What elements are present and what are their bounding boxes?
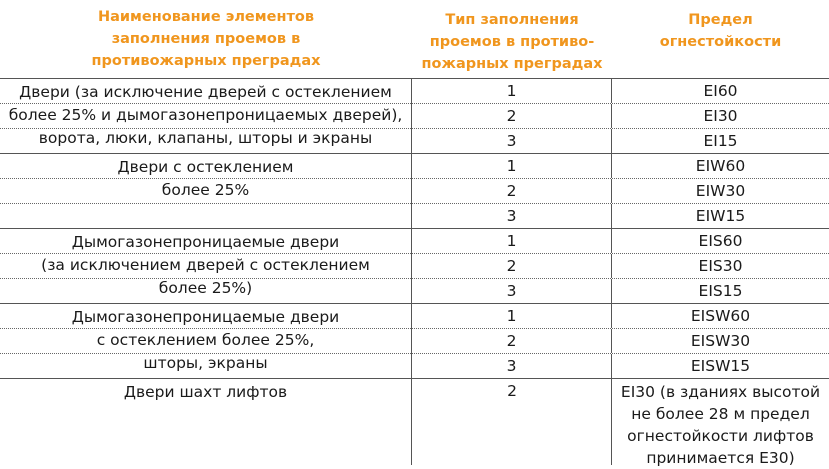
table-row-group [0,303,829,378]
fire-limit: EISW15 [690,357,751,375]
fill-type: 3 [412,129,612,153]
table-row-group [0,228,829,303]
fill-type: 2 [412,254,612,278]
fill-type: 1 [412,229,612,253]
fill-type: 3 [412,354,612,378]
table-row-group [0,153,829,228]
fire-limit: EIW15 [695,207,746,225]
element-name: Двери шахт лифтов [0,379,412,465]
fill-type: 1 [412,304,612,328]
fire-limit: EIS15 [698,282,743,300]
fill-type: 1 [412,79,612,103]
fill-type-cell [412,379,612,465]
fire-barrier-table [0,78,829,465]
fire-limit: EIW30 [695,182,746,200]
header-col-name: Наименование элементов заполнения проемов в противожарных преградах [91,9,321,69]
fire-limit: EI60 [703,82,738,100]
table-row-group [0,378,829,465]
element-name: Дымогазонепроницаемые двери с остеклением более 25%, шторы, экраны [0,304,412,378]
fire-limit: EI30 [703,107,738,125]
fire-limit: EIW60 [695,157,746,175]
fill-type: 2 [412,104,612,128]
fire-limit: EIS30 [698,257,743,275]
fill-type: 2 [412,179,612,203]
fire-limit: EI30 (в зданиях высотой не более 28 м предел огнестойкости лифтов принимается E30) [620,383,821,467]
header-col-type: Тип заполнения проемов в противо- пожарных преградах [421,12,603,72]
fill-type: 2 [507,382,517,400]
fire-limit: EI15 [703,132,738,150]
element-name: Дымогазонепроницаемые двери (за исключением дверей с остеклением более 25%) [0,229,412,303]
fill-type: 1 [412,154,612,178]
fill-type: 2 [412,329,612,353]
fire-limit: EISW30 [690,332,751,350]
fire-limit: EISW60 [690,307,751,325]
element-name: Двери (за исключение дверей с остеклением более 25% и дымогазонепроницаемых дверей), ворота, люки, клапаны, шторы и экраны [0,79,412,153]
table-row-group [0,78,829,153]
fill-type: 3 [412,204,612,228]
fill-type: 3 [412,279,612,303]
element-name: Двери с остеклением более 25% [0,154,412,228]
header-col-limit: Предел огнестойкости [659,12,782,50]
fire-limit: EIS60 [698,232,743,250]
